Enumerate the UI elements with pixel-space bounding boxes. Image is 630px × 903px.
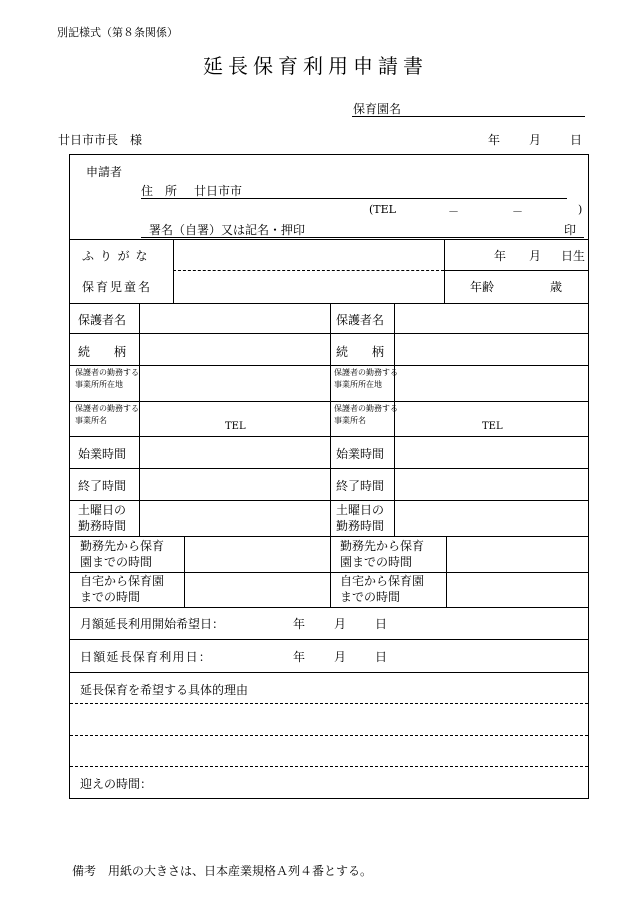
- daily-month: 月: [334, 650, 347, 664]
- addressee: 廿日市市長 様: [58, 133, 143, 147]
- relation-field-right[interactable]: [395, 334, 587, 364]
- footer-note: 備考 用紙の大きさは、日本産業規格Ａ列４番とする。: [72, 864, 373, 878]
- daily-use-label: 日額延長保育利用日：: [80, 650, 213, 664]
- address-line[interactable]: [141, 198, 567, 199]
- page-title: 延長保育利用申請書: [203, 54, 428, 78]
- tel-close: ): [578, 203, 583, 216]
- monthly-day: 日: [375, 617, 388, 631]
- start-time-label-left: 始業時間: [78, 447, 127, 461]
- guardian-name-field-left[interactable]: [140, 304, 329, 332]
- address-label: 住 所: [141, 184, 178, 198]
- guardian-name-label-right: 保護者名: [336, 313, 385, 327]
- pickup-time-field[interactable]: [160, 768, 587, 797]
- birth-year: 年: [494, 249, 507, 263]
- nursery-label: 保育園名: [353, 102, 402, 116]
- commute-work-label-right: 勤務先から保育 園までの時間: [340, 539, 425, 569]
- workplace-addr-label-right: 保護者の勤務する 事業所所在地: [334, 368, 398, 389]
- tel-dash-2: －: [512, 205, 523, 218]
- workplace-addr-label-left: 保護者の勤務する 事業所所在地: [75, 368, 139, 389]
- furigana-label: ふ り が な: [82, 249, 149, 263]
- monthly-start-label: 月額延長利用開始希望日：: [80, 617, 225, 631]
- relation-label-left: 続 柄: [78, 345, 127, 359]
- child-name-field[interactable]: [174, 271, 443, 302]
- monthly-year: 年: [293, 617, 306, 631]
- address-value: 廿日市市: [194, 184, 243, 198]
- date-day: 日: [570, 133, 583, 147]
- saturday-field-left[interactable]: [140, 501, 329, 535]
- relation-label-right: 続 柄: [336, 345, 385, 359]
- workplace-name-label-left: 保護者の勤務する 事業所名: [75, 404, 139, 425]
- commute-work-label-left: 勤務先から保育 園までの時間: [80, 539, 165, 569]
- child-name-label: 保育児童名: [82, 280, 153, 294]
- birth-month: 月: [529, 249, 542, 263]
- end-time-label-right: 終了時間: [336, 479, 385, 493]
- saturday-label-left: 土曜日の 勤務時間: [78, 503, 127, 533]
- saturday-field-right[interactable]: [395, 501, 587, 535]
- tel-open: (TEL: [369, 203, 396, 216]
- start-time-field-right[interactable]: [395, 437, 587, 467]
- daily-year: 年: [293, 650, 306, 664]
- commute-home-field-right[interactable]: [447, 573, 587, 606]
- age-label: 年齢: [470, 280, 495, 294]
- saturday-label-right: 土曜日の 勤務時間: [336, 503, 385, 533]
- birth-day: 日生: [561, 249, 586, 263]
- workplace-addr-field-left[interactable]: [140, 366, 329, 400]
- start-time-field-left[interactable]: [140, 437, 329, 467]
- applicant-label: 申請者: [86, 165, 123, 179]
- commute-home-label-right: 自宅から保育園 までの時間: [340, 574, 425, 604]
- workplace-name-field-left[interactable]: [140, 402, 329, 435]
- end-time-field-right[interactable]: [395, 469, 587, 499]
- tel-left: TEL: [225, 421, 246, 432]
- daily-day: 日: [375, 650, 388, 664]
- date-year: 年: [488, 133, 501, 147]
- monthly-month: 月: [334, 617, 347, 631]
- reason-label: 延長保育を希望する具体的理由: [80, 683, 249, 697]
- nursery-name-line[interactable]: [352, 116, 585, 117]
- tel-dash-1: －: [448, 205, 459, 218]
- seal-mark: 印: [564, 223, 577, 237]
- furigana-field[interactable]: [174, 240, 443, 269]
- workplace-name-field-right[interactable]: [395, 402, 587, 435]
- end-time-field-left[interactable]: [140, 469, 329, 499]
- guardian-name-label-left: 保護者名: [78, 313, 127, 327]
- commute-work-field-right[interactable]: [447, 537, 587, 571]
- signature-line[interactable]: [141, 237, 584, 238]
- reason-field[interactable]: [71, 704, 587, 765]
- workplace-addr-field-right[interactable]: [395, 366, 587, 400]
- form-note: 別記様式（第８条関係）: [57, 26, 178, 39]
- pickup-time-label: 迎えの時間：: [80, 777, 153, 791]
- commute-work-field-left[interactable]: [185, 537, 329, 571]
- commute-home-field-left[interactable]: [185, 573, 329, 606]
- relation-field-left[interactable]: [140, 334, 329, 364]
- start-time-label-right: 始業時間: [336, 447, 385, 461]
- date-month: 月: [529, 133, 542, 147]
- commute-home-label-left: 自宅から保育園 までの時間: [80, 574, 165, 604]
- workplace-name-label-right: 保護者の勤務する 事業所名: [334, 404, 398, 425]
- signature-label: 署名（自署）又は記名・押印: [149, 223, 306, 237]
- end-time-label-left: 終了時間: [78, 479, 127, 493]
- guardian-name-field-right[interactable]: [395, 304, 587, 332]
- tel-right: TEL: [482, 421, 503, 432]
- age-unit: 歳: [550, 280, 563, 294]
